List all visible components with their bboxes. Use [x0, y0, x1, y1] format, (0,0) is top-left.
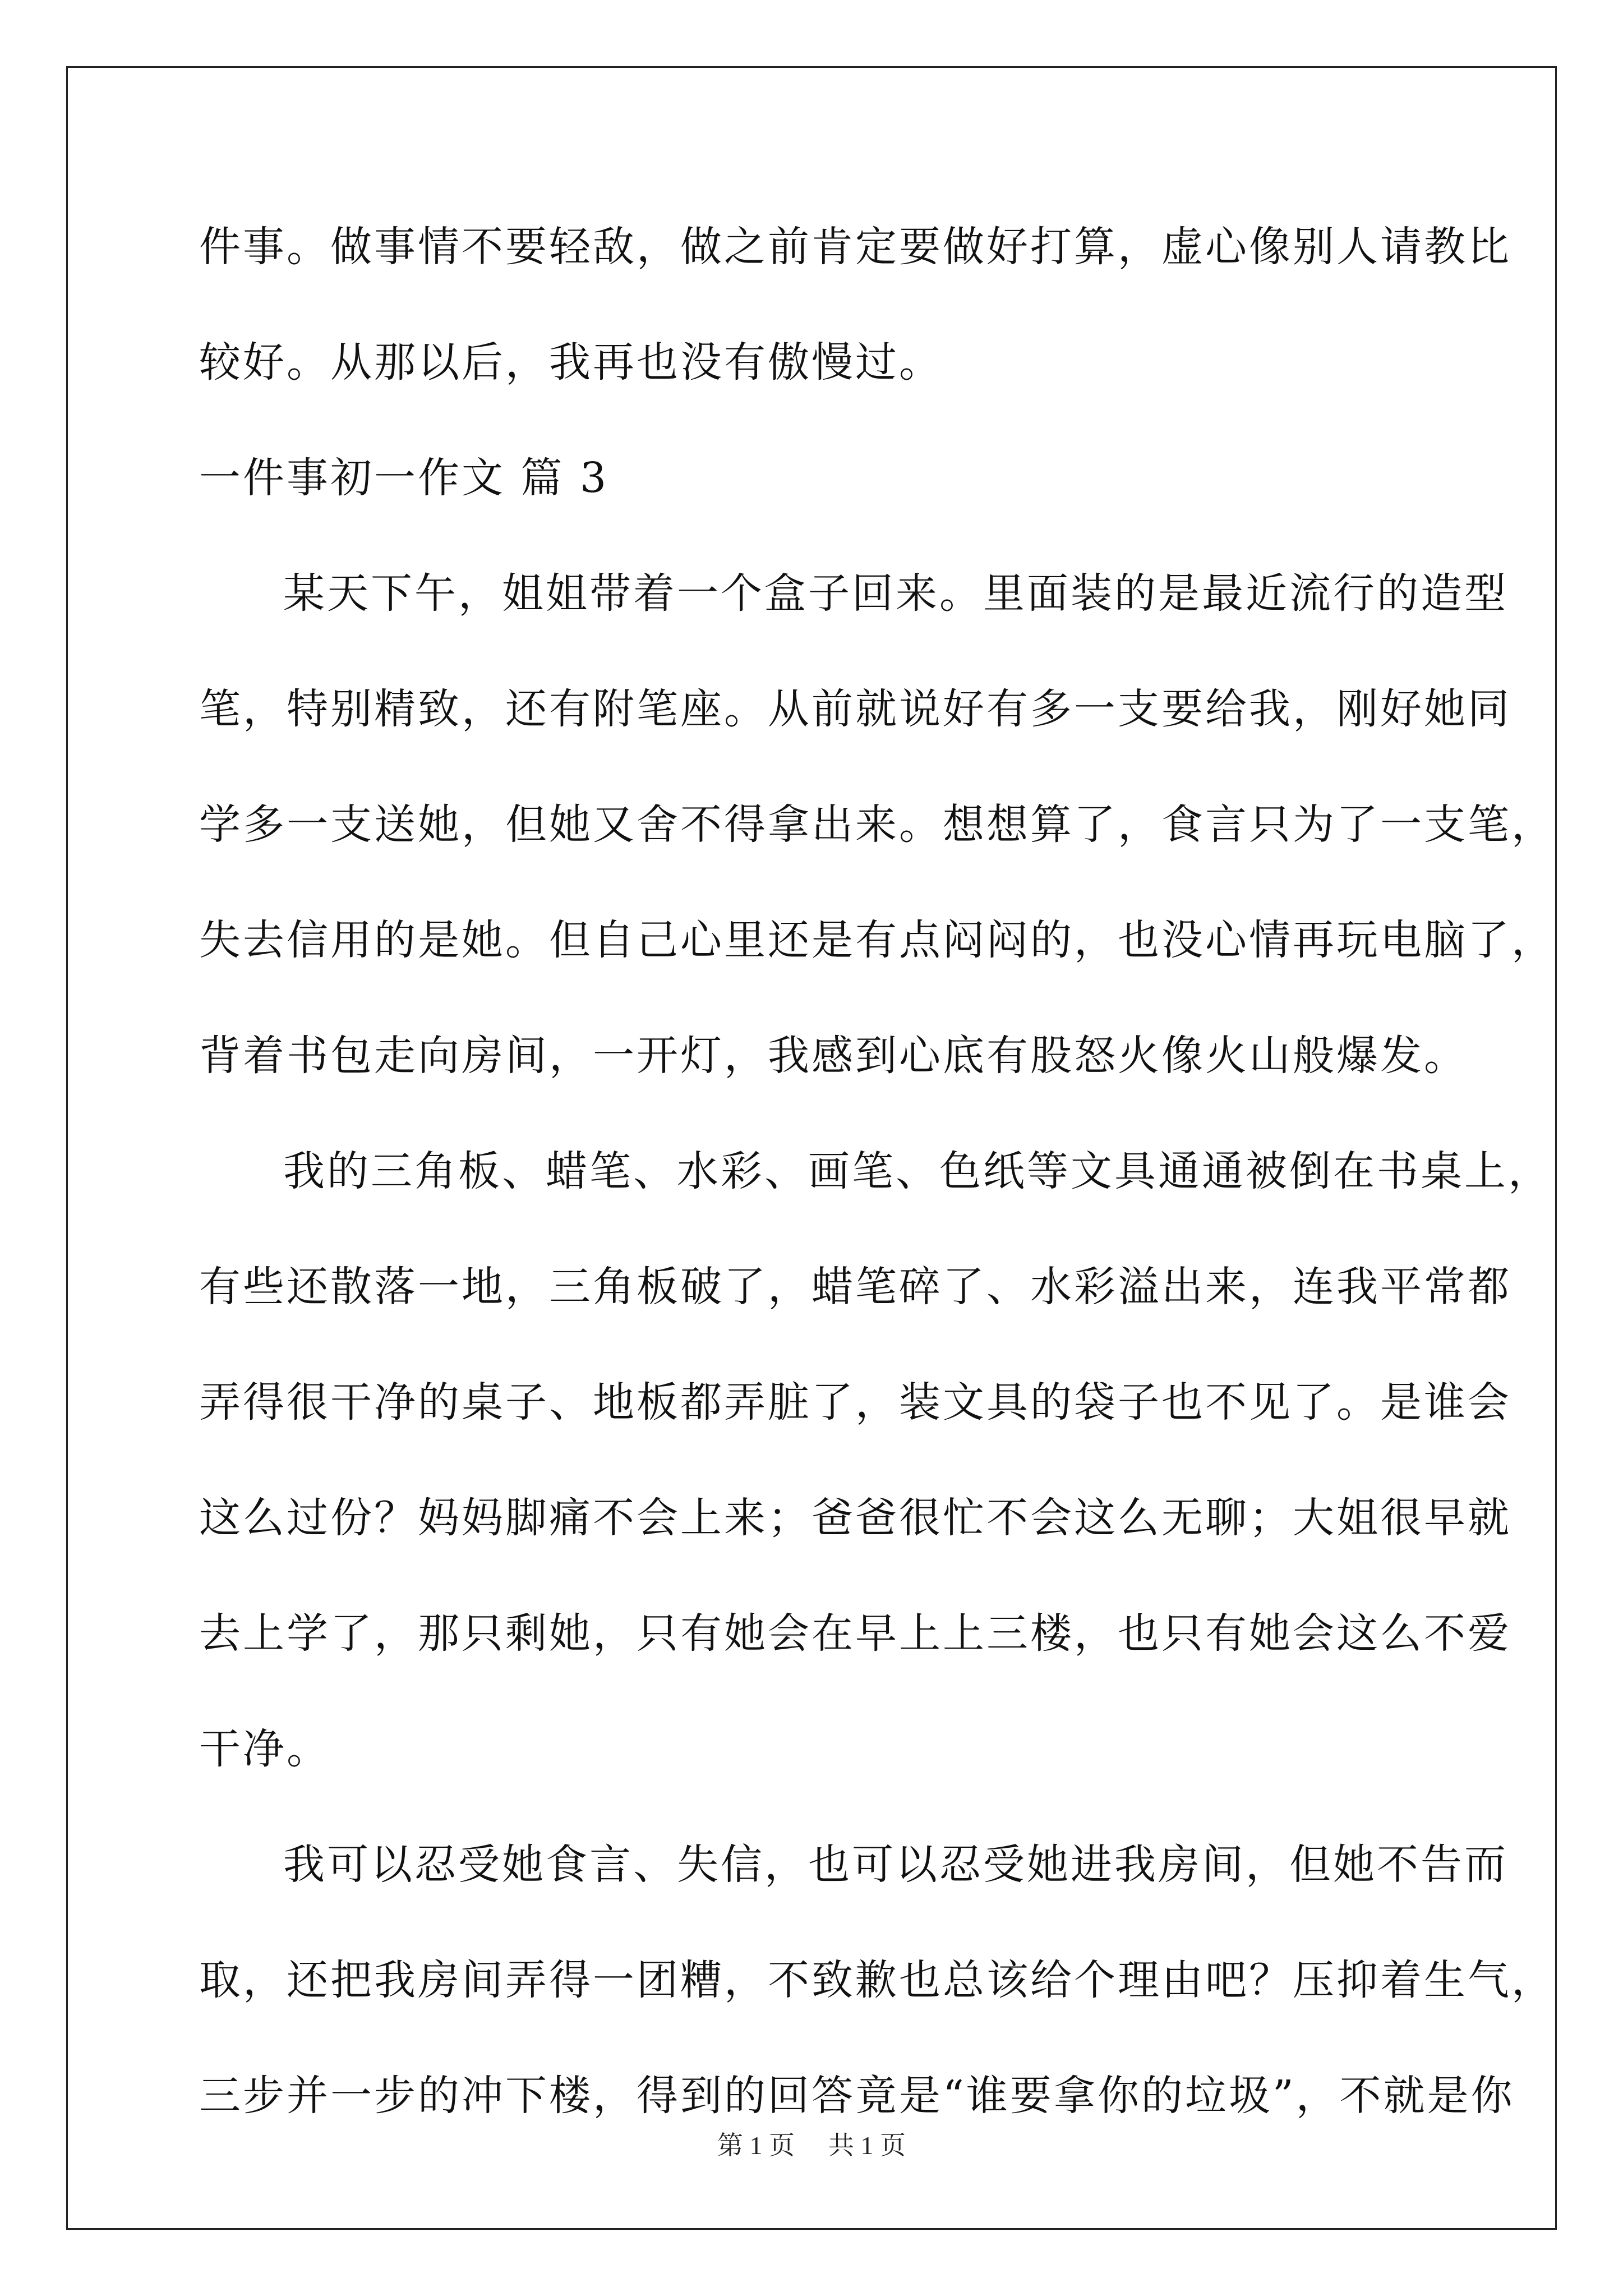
page-number-current: 第 1 页	[717, 2131, 795, 2160]
text-line: 有些还散落一地，三角板破了，蜡笔碎了、水彩溢出来，连我平常都	[199, 1263, 1511, 1311]
paragraph-start: 某天下午，姐姐带着一个盒子回来。里面装的是最近流行的造型	[283, 569, 1508, 618]
section-heading: 一件事初一作文 篇 3	[199, 454, 609, 502]
text-line: 件事。做事情不要轻敌，做之前肯定要做好打算，虚心像别人请教比	[199, 223, 1511, 271]
page-number-total: 共 1 页	[828, 2131, 906, 2160]
text-line: 笔，特别精致，还有附笔座。从前就说好有多一支要给我，刚好她同	[199, 685, 1511, 733]
text-line: 背着书包走向房间，一开灯，我感到心底有股怒火像火山般爆发。	[199, 1032, 1468, 1080]
page-footer	[0, 2129, 1623, 2162]
text-line: 弄得很干净的桌子、地板都弄脏了，装文具的袋子也不见了。是谁会	[199, 1378, 1511, 1427]
paragraph-start: 我可以忍受她食言、失信，也可以忍受她进我房间，但她不告而	[283, 1841, 1508, 1889]
text-line: 三步并一步的冲下楼，得到的回答竟是“谁要拿你的垃圾”，不就是你	[199, 2072, 1515, 2120]
text-line: 干净。	[199, 1725, 330, 1773]
text-line: 去上学了，那只剩她，只有她会在早上上三楼，也只有她会这么不爱	[199, 1609, 1511, 1658]
text-line: 失去信用的是她。但自己心里还是有点闷闷的，也没心情再玩电脑了，	[199, 916, 1555, 964]
text-line: 取，还把我房间弄得一团糟，不致歉也总该给个理由吧？压抑着生气，	[199, 1956, 1555, 2004]
paragraph-start: 我的三角板、蜡笔、水彩、画笔、色纸等文具通通被倒在书桌上，	[283, 1147, 1552, 1195]
document-body	[199, 219, 1555, 2183]
text-line: 较好。从那以后，我再也没有傲慢过。	[199, 338, 943, 386]
text-line: 这么过份？妈妈脚痛不会上来；爸爸很忙不会这么无聊；大姐很早就	[199, 1494, 1511, 1542]
text-line: 学多一支送她，但她又舍不得拿出来。想想算了，食言只为了一支笔，	[199, 800, 1555, 849]
